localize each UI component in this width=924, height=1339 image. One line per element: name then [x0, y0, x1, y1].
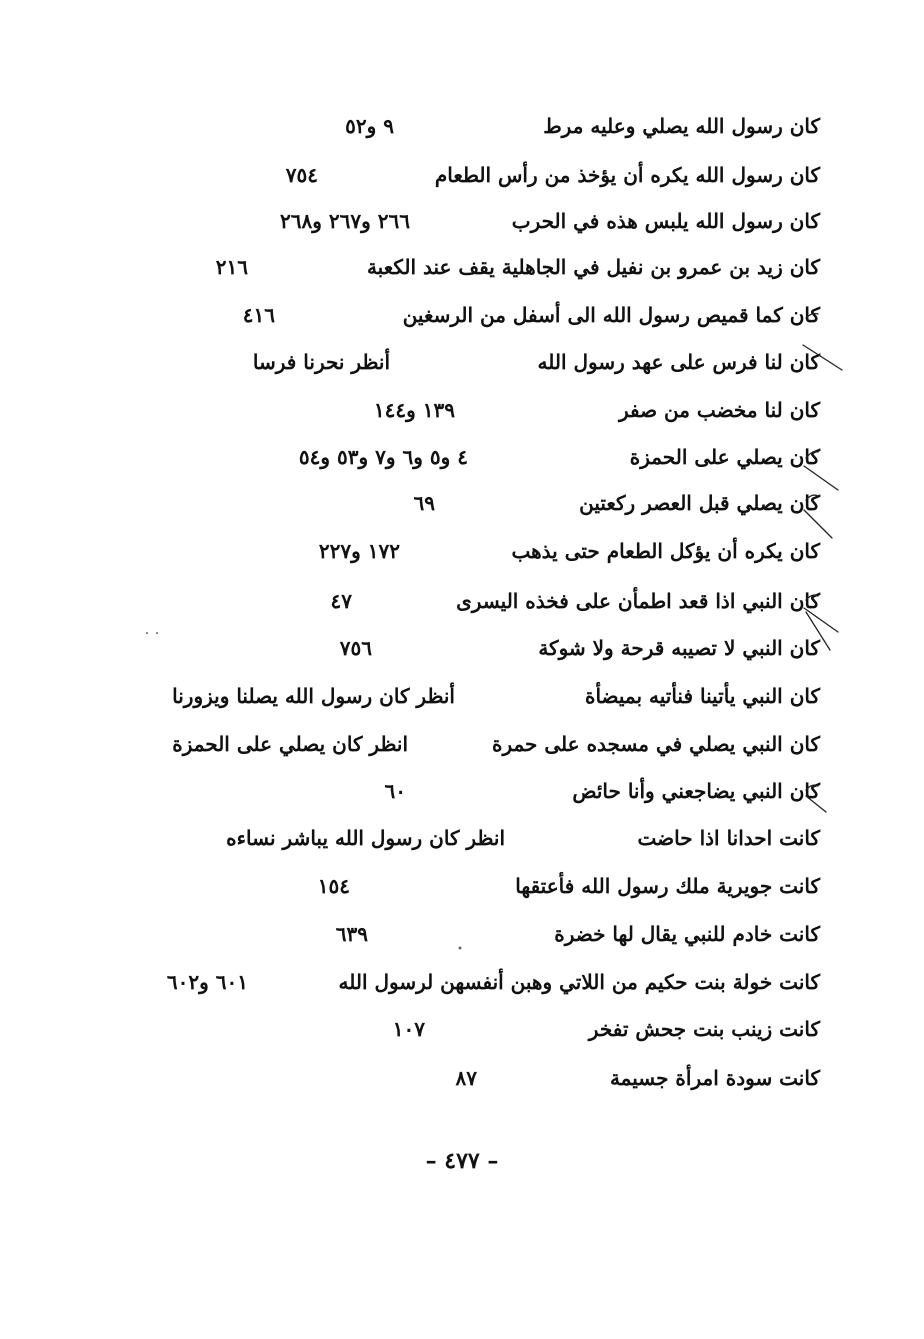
entry-reference: ٨٧	[455, 1066, 477, 1090]
entry-reference: ٩ و٥٢	[345, 114, 394, 138]
entry-phrase: كان زيد بن عمرو بن نفيل في الجاهلية يقف عند الكعبة	[366, 255, 820, 279]
entry-phrase: كان النبي لا تصيبه قرحة ولا شوكة	[538, 636, 820, 660]
entry-phrase: كان رسول الله يلبس هذه في الحرب	[511, 209, 820, 233]
entry-phrase: كان يكره أن يؤكل الطعام حتى يذهب	[511, 539, 820, 563]
index-entry	[290, 866, 820, 906]
index-entry	[260, 155, 820, 195]
index-entry	[96, 962, 820, 1002]
entry-phrase: كان لنا مخضب من صفر	[618, 398, 820, 422]
entry-reference: أنظر كان رسول الله يصلنا ويزورنا	[172, 684, 455, 708]
entry-phrase: كان النبي يضاجعني وأنا حائض	[572, 779, 820, 803]
entry-phrase: كانت جويرية ملك رسول الله فأعتقها	[515, 874, 820, 898]
entry-reference: أنظر نحرنا فرسا	[252, 350, 390, 374]
index-entry	[320, 914, 820, 954]
entry-reference: ٦٠	[384, 779, 406, 803]
entry-phrase: كان النبي اذا قعد اطمأن على فخذه اليسرى	[456, 589, 820, 613]
index-entry	[190, 818, 820, 858]
entry-reference: ١٥٤	[317, 874, 350, 898]
index-entry	[380, 771, 820, 811]
entry-reference: ٧٥٦	[339, 636, 372, 660]
entry-phrase: كانت احدانا اذا حاضت	[637, 826, 820, 850]
index-entry	[370, 1009, 820, 1049]
index-entry	[320, 106, 820, 146]
entry-phrase: كان رسول الله يكره أن يؤخذ من رأس الطعام	[434, 163, 820, 187]
entry-reference: ١٠٧	[392, 1017, 425, 1041]
entry-reference: انظر كان رسول الله يباشر نساءه	[226, 826, 505, 850]
page-number: – ٤٧٧ –	[425, 1148, 499, 1174]
entry-phrase: كانت سودة امرأة جسيمة	[609, 1066, 820, 1090]
index-entry	[320, 628, 820, 668]
entry-phrase: كان النبي يأتينا فنأتيه بميضأة	[584, 684, 820, 708]
index-entry	[100, 676, 820, 716]
index-entry	[240, 201, 820, 241]
index-entry	[220, 342, 820, 382]
entry-phrase: كانت خولة بنت حكيم من اللاتي وهبن أنفسهن لرسول الله	[338, 970, 820, 994]
entry-reference: ٦٩	[413, 491, 435, 515]
entry-reference: ٤١٦	[242, 303, 275, 327]
entry-reference: ٧٥٤	[285, 163, 318, 187]
entry-reference: ٦٠١ و٦٠٢	[166, 970, 248, 994]
index-entry	[290, 531, 820, 571]
entry-phrase: كانت زينب بنت جحش تفخر	[588, 1017, 820, 1041]
entry-reference: ٢٦٦ و٢٦٧ و٢٦٨	[280, 209, 410, 233]
index-entry	[390, 483, 820, 523]
entry-reference: ٤ و٥ و٦ و٧ و٥٣ و٥٤	[298, 445, 468, 469]
index-entry	[340, 390, 820, 430]
index-entry	[140, 724, 820, 764]
entry-phrase: كان يصلي قبل العصر ركعتين	[579, 491, 820, 515]
index-entry	[410, 1058, 820, 1098]
entry-reference: ١٧٢ و٢٢٧	[318, 539, 400, 563]
entry-phrase: كان لنا فرس على عهد رسول الله	[537, 350, 820, 374]
index-entry	[250, 437, 820, 477]
index-entry	[190, 247, 820, 287]
index-entry	[280, 581, 820, 621]
entry-phrase: كان يصلي على الحمزة	[629, 445, 820, 469]
entry-phrase: كان النبي يصلي في مسجده على حمرة	[491, 732, 820, 756]
entry-phrase: كان كما قميص رسول الله الى أسفل من الرسغين	[402, 303, 820, 327]
entry-reference: انظر كان يصلي على الحمزة	[172, 732, 408, 756]
entry-phrase: كان رسول الله يصلي وعليه مرط	[543, 114, 820, 138]
entry-reference: ٤٧	[330, 589, 352, 613]
entry-phrase: كانت خادم للنبي يقال لها خضرة	[554, 922, 820, 946]
entry-reference: ١٣٩ و١٤٤	[373, 398, 455, 422]
entry-reference: ٢١٦	[215, 255, 248, 279]
entry-reference: ٦٣٩	[335, 922, 368, 946]
index-entry	[220, 295, 820, 335]
